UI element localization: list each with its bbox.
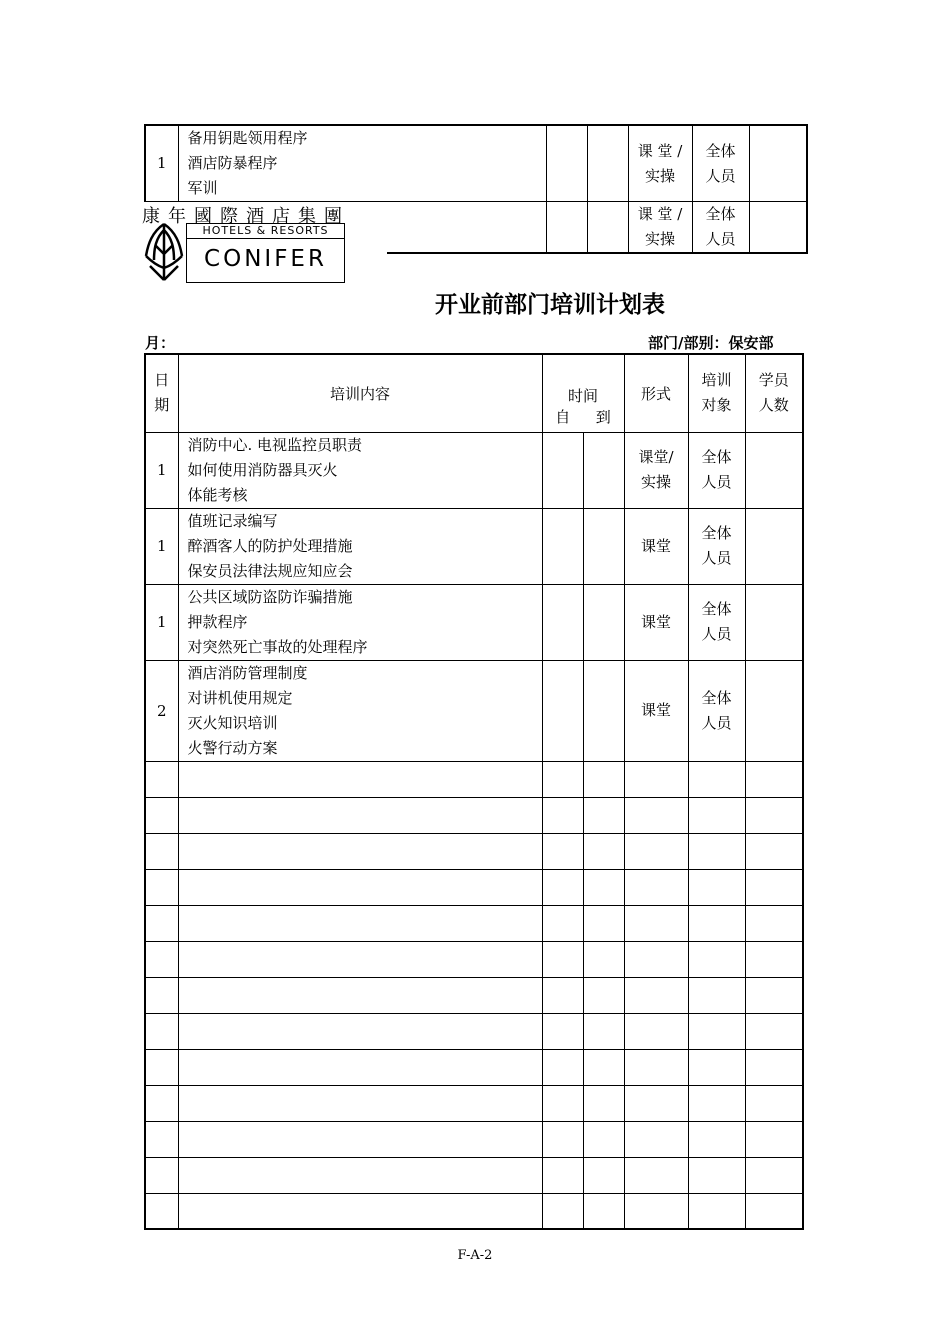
target-text: 人员: [701, 713, 732, 732]
form-cell: [624, 869, 688, 905]
table-row: [145, 1121, 803, 1157]
header-time: 时间: [542, 354, 624, 406]
form-text: 课堂: [641, 701, 672, 719]
table-row: [145, 1013, 803, 1049]
table-row: [145, 432, 803, 508]
table-row: [145, 125, 807, 202]
target-cell: [692, 125, 749, 202]
form-cell: [624, 1085, 688, 1121]
header-target: 培训 对象: [688, 354, 745, 432]
training-item: 醉酒客人的防护处理措施: [187, 536, 353, 555]
target-cell: [688, 584, 745, 660]
target-text: 人员: [705, 166, 736, 185]
training-item: 公共区域防盗防诈骗措施: [187, 587, 353, 606]
target-cell: [688, 833, 745, 869]
form-text: 课堂: [641, 536, 672, 555]
count-cell: [745, 833, 803, 869]
form-cell: [624, 797, 688, 833]
training-item: 对讲机使用规定: [187, 688, 293, 707]
table-row: [145, 869, 803, 905]
training-item: 保安员法律法规应知应会: [187, 561, 353, 580]
count-cell: [745, 584, 803, 660]
time-to-cell: [583, 432, 624, 508]
training-item: 体能考核: [187, 485, 248, 504]
target-cell: [688, 508, 745, 584]
count-cell: [745, 1193, 803, 1229]
time-to-cell: [587, 202, 628, 254]
form-cell: [624, 508, 688, 584]
content-cell: [178, 660, 542, 761]
training-item: 灭火知识培训: [187, 713, 278, 732]
day-cell: 2: [145, 660, 178, 761]
form-cell: [624, 761, 688, 797]
empty-content-cell: [178, 905, 542, 941]
target-cell: [688, 977, 745, 1013]
header-day: 日 期: [145, 354, 178, 432]
target-text: 全体: [705, 141, 736, 160]
table-row: [145, 797, 803, 833]
target-cell: [692, 202, 749, 254]
time-from-cell: [542, 432, 583, 508]
table-row: [145, 660, 803, 761]
empty-content-cell: [178, 1193, 542, 1229]
time-from-cell: [542, 977, 583, 1013]
training-item: 值班记录编写: [187, 511, 278, 530]
day-cell: [145, 1049, 178, 1085]
form-cell: [624, 1013, 688, 1049]
target-text: 人员: [705, 230, 736, 248]
target-cell: [688, 1013, 745, 1049]
time-from-cell: [542, 905, 583, 941]
time-from-cell: [542, 1013, 583, 1049]
target-text: 全体: [701, 524, 732, 542]
form-cell: [624, 833, 688, 869]
empty-content-cell: [178, 869, 542, 905]
count-cell: [745, 761, 803, 797]
form-cell: [624, 1193, 688, 1229]
time-to-cell: [583, 1121, 624, 1157]
table-row: [145, 905, 803, 941]
form-text: 课 堂 /: [637, 141, 683, 160]
day-cell: [145, 1193, 178, 1229]
day-cell: [145, 1157, 178, 1193]
header-content: 培训内容: [178, 354, 542, 432]
day-cell: [145, 1121, 178, 1157]
target-cell: [688, 1085, 745, 1121]
form-text: 实操: [644, 166, 675, 185]
count-cell: [745, 1157, 803, 1193]
day-cell: [145, 977, 178, 1013]
empty-content-cell: [178, 977, 542, 1013]
target-cell: [688, 1121, 745, 1157]
count-cell: [745, 508, 803, 584]
target-text: 人员: [701, 473, 732, 491]
table-row: [145, 941, 803, 977]
form-text: 实操: [641, 473, 672, 491]
count-cell: [749, 202, 807, 254]
logo-chinese-text: 康年國際酒店集團: [142, 206, 350, 227]
target-text: 人员: [701, 625, 732, 643]
day-cell: [145, 833, 178, 869]
count-cell: [745, 1085, 803, 1121]
form-text: 课堂: [641, 612, 672, 631]
target-cell: [688, 660, 745, 761]
time-to-cell: [583, 1085, 624, 1121]
target-cell: [688, 941, 745, 977]
training-plan-table: [144, 353, 804, 1230]
table-row: [145, 1049, 803, 1085]
time-from-cell: [542, 1085, 583, 1121]
time-from-cell: [542, 508, 583, 584]
time-to-cell: [583, 761, 624, 797]
form-cell: [624, 905, 688, 941]
header-count: 学员 人数: [745, 354, 803, 432]
day-cell: 1: [145, 125, 178, 202]
logo-box: [186, 223, 345, 283]
time-to-cell: [583, 1049, 624, 1085]
time-to-cell: [583, 660, 624, 761]
table-row: [145, 508, 803, 584]
empty-content-cell: [178, 1157, 542, 1193]
training-item: 酒店防暴程序: [187, 154, 278, 172]
count-cell: [745, 905, 803, 941]
target-cell: [688, 761, 745, 797]
day-cell: [145, 797, 178, 833]
count-cell: [745, 941, 803, 977]
target-cell: [688, 797, 745, 833]
logo-brand: CONIFER: [204, 246, 327, 272]
empty-content-cell: [178, 1121, 542, 1157]
content-cell: [178, 432, 542, 508]
time-to-cell: [587, 125, 628, 202]
empty-content-cell: [178, 1085, 542, 1121]
time-from-cell: [542, 1049, 583, 1085]
time-from-cell: [542, 941, 583, 977]
time-to-cell: [583, 869, 624, 905]
day-cell: 1: [145, 584, 178, 660]
count-cell: [749, 125, 807, 202]
form-cell: [624, 1049, 688, 1085]
target-text: 全体: [701, 600, 732, 618]
time-to-cell: [583, 1193, 624, 1229]
time-to-cell: [583, 508, 624, 584]
training-item: 如何使用消防器具灭火: [187, 460, 338, 479]
time-from-cell: [542, 1157, 583, 1193]
table-row: [145, 584, 803, 660]
target-cell: [688, 869, 745, 905]
target-text: 人员: [701, 549, 732, 567]
form-cell: [624, 584, 688, 660]
count-cell: [745, 660, 803, 761]
empty-content-cell: [178, 761, 542, 797]
form-cell: [624, 660, 688, 761]
empty-content-cell: [178, 1013, 542, 1049]
table-row: [145, 1085, 803, 1121]
form-cell: [628, 125, 692, 202]
header-time-to: 到: [583, 406, 624, 432]
time-from-cell: [542, 660, 583, 761]
training-item: 备用钥匙领用程序: [187, 129, 308, 147]
form-cell: [628, 202, 692, 254]
time-from-cell: [542, 797, 583, 833]
target-cell: [688, 905, 745, 941]
form-text: 实操: [644, 230, 675, 248]
table-row: [145, 1157, 803, 1193]
content-cell: [178, 125, 546, 202]
time-to-cell: [583, 977, 624, 1013]
time-to-cell: [583, 1157, 624, 1193]
target-cell: [688, 1049, 745, 1085]
day-cell: [145, 869, 178, 905]
content-cell: [178, 508, 542, 584]
table-row: [145, 1193, 803, 1229]
day-cell: [145, 761, 178, 797]
time-to-cell: [583, 833, 624, 869]
count-cell: [745, 432, 803, 508]
count-cell: [745, 977, 803, 1013]
time-to-cell: [583, 905, 624, 941]
content-cell: [178, 584, 542, 660]
training-item: 酒店消防管理制度: [187, 663, 308, 682]
training-item: 消防中心. 电视监控员职责: [187, 435, 363, 454]
target-text: 全体: [701, 448, 732, 466]
training-item: 军训: [187, 179, 218, 197]
time-from-cell: [542, 869, 583, 905]
day-cell: [145, 905, 178, 941]
day-cell: [145, 1013, 178, 1049]
target-cell: [688, 1157, 745, 1193]
form-cell: [624, 432, 688, 508]
table-row: [145, 977, 803, 1013]
page-title: 开业前部门培训计划表: [435, 291, 665, 318]
training-item: 押款程序: [187, 612, 248, 631]
time-from-cell: [542, 761, 583, 797]
form-text: 课堂/: [638, 448, 674, 466]
day-cell: [145, 941, 178, 977]
page-footer: F-A-2: [457, 1248, 493, 1263]
form-cell: [624, 941, 688, 977]
conifer-logo: [142, 202, 387, 284]
form-text: 课 堂 /: [637, 205, 683, 223]
header-time-from: 自: [542, 406, 583, 432]
target-cell: [688, 432, 745, 508]
time-from-cell: [546, 202, 587, 254]
time-to-cell: [583, 584, 624, 660]
form-cell: [624, 1121, 688, 1157]
table-row: [145, 833, 803, 869]
form-cell: [624, 1157, 688, 1193]
time-from-cell: [542, 1193, 583, 1229]
count-cell: [745, 1049, 803, 1085]
department-label: 部门/部别：保安部: [648, 334, 774, 352]
target-cell: [688, 1193, 745, 1229]
time-to-cell: [583, 797, 624, 833]
time-from-cell: [542, 584, 583, 660]
time-from-cell: [546, 125, 587, 202]
table-row: [145, 761, 803, 797]
month-label: 月：: [145, 334, 176, 352]
header-row: [145, 354, 803, 406]
logo-tagline: HOTELS & RESORTS: [187, 224, 344, 239]
time-from-cell: [542, 833, 583, 869]
day-cell: [145, 1085, 178, 1121]
count-cell: [745, 797, 803, 833]
day-cell: 1: [145, 508, 178, 584]
day-cell: 1: [145, 432, 178, 508]
time-from-cell: [542, 1121, 583, 1157]
empty-content-cell: [178, 1049, 542, 1085]
time-to-cell: [583, 1013, 624, 1049]
training-item: 对突然死亡事故的处理程序: [187, 637, 368, 656]
header-form: 形式: [624, 354, 688, 432]
time-to-cell: [583, 941, 624, 977]
empty-content-cell: [178, 941, 542, 977]
count-cell: [745, 869, 803, 905]
count-cell: [745, 1013, 803, 1049]
target-text: 全体: [701, 688, 732, 707]
tree-emblem-icon: [142, 222, 186, 284]
form-cell: [624, 977, 688, 1013]
count-cell: [745, 1121, 803, 1157]
empty-content-cell: [178, 797, 542, 833]
target-text: 全体: [705, 205, 736, 223]
empty-content-cell: [178, 833, 542, 869]
training-item: 火警行动方案: [187, 738, 278, 757]
